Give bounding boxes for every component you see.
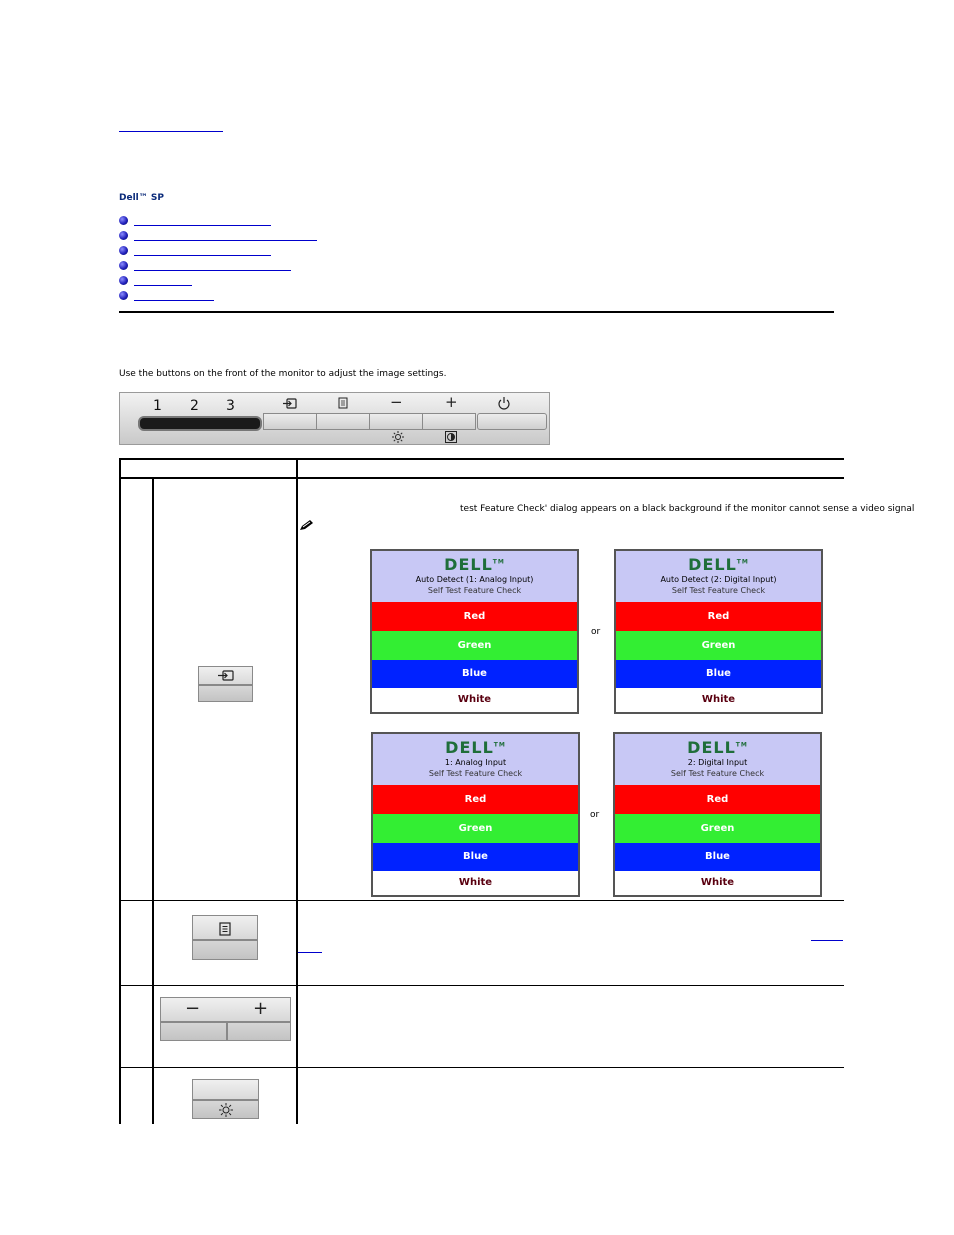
- blue-band: Blue: [616, 660, 821, 688]
- panel-plus-button: [422, 413, 476, 430]
- dell-logo: DELL™: [688, 555, 749, 574]
- front-panel-image: [119, 392, 550, 445]
- bullet-icon: [119, 276, 128, 285]
- menu-doc-link-continued[interactable]: [298, 952, 322, 953]
- input-mode-label: Auto Detect (1: Analog Input): [415, 575, 534, 584]
- feature-check-label: Self Test Feature Check: [670, 769, 765, 778]
- bullet-icon: [119, 216, 128, 225]
- white-band: White: [372, 688, 577, 712]
- input-mode-label: Auto Detect (2: Digital Input): [660, 575, 777, 584]
- blue-band: Blue: [615, 843, 820, 871]
- input-source-button-image: [198, 666, 253, 702]
- panel-input-button: [263, 413, 317, 430]
- or-label: or: [590, 810, 600, 820]
- self-test-note-text: test Feature Check' dialog appears on a black background if the monitor cannot sense a video signal: [460, 504, 915, 514]
- red-band: Red: [373, 785, 578, 814]
- green-band: Green: [615, 814, 820, 843]
- bullet-icon: [119, 246, 128, 255]
- brightness-icon: [392, 431, 404, 443]
- menu-icon: [219, 922, 231, 936]
- table-border: [119, 985, 844, 986]
- section-link-5[interactable]: [119, 276, 339, 290]
- brand-title: Dell™ SP: [119, 193, 164, 203]
- minus-icon: −: [185, 998, 201, 1019]
- green-band: Green: [372, 631, 577, 660]
- green-band: Green: [373, 814, 578, 843]
- table-border: [119, 477, 844, 479]
- green-band: Green: [616, 631, 821, 660]
- dell-logo: DELL™: [444, 555, 505, 574]
- bullet-icon: [119, 261, 128, 270]
- feature-check-label: Self Test Feature Check: [428, 769, 523, 778]
- red-band: Red: [615, 785, 820, 814]
- brightness-icon: [219, 1103, 233, 1117]
- menu-doc-link[interactable]: [811, 940, 843, 941]
- self-test-screen-digital: [613, 732, 822, 897]
- self-test-screen-auto-digital: [614, 549, 823, 714]
- section-link-1[interactable]: [119, 216, 339, 230]
- section-link-6[interactable]: [119, 291, 339, 305]
- white-band: White: [615, 871, 820, 895]
- panel-menu-button: [316, 413, 370, 430]
- self-test-screen-auto-analog: [370, 549, 579, 714]
- preset-2-label: 2: [190, 398, 199, 414]
- feature-check-label: Self Test Feature Check: [671, 586, 766, 595]
- table-border: [119, 458, 121, 1124]
- table-border: [119, 900, 844, 901]
- red-band: Red: [616, 602, 821, 631]
- panel-minus-button: [369, 413, 423, 430]
- note-pencil-icon: [299, 519, 315, 531]
- input-mode-label: 2: Digital Input: [687, 758, 748, 767]
- back-to-contents-link[interactable]: [119, 124, 223, 132]
- blue-band: Blue: [372, 660, 577, 688]
- white-band: White: [373, 871, 578, 895]
- minus-icon: −: [390, 393, 403, 411]
- minus-plus-buttons-image: [160, 997, 291, 1041]
- table-border: [152, 478, 154, 1124]
- menu-button-image: [192, 915, 258, 960]
- brightness-button-image: [192, 1079, 259, 1119]
- table-border: [296, 458, 298, 1124]
- table-border: [119, 458, 844, 460]
- bullet-icon: [119, 291, 128, 300]
- intro-text: Use the buttons on the front of the monitor to adjust the image settings.: [119, 369, 447, 379]
- blue-band: Blue: [373, 843, 578, 871]
- table-border: [119, 1067, 844, 1068]
- dell-logo: DELL™: [445, 738, 506, 757]
- power-icon: [497, 396, 511, 410]
- or-label: or: [591, 627, 601, 637]
- dell-logo: DELL™: [687, 738, 748, 757]
- self-test-screen-analog: [371, 732, 580, 897]
- preset-3-label: 3: [226, 398, 235, 414]
- input-mode-label: 1: Analog Input: [444, 758, 507, 767]
- section-link-3[interactable]: [119, 246, 339, 260]
- preset-1-label: 1: [153, 398, 162, 414]
- input-source-icon: [217, 670, 235, 682]
- plus-icon: +: [445, 393, 458, 411]
- preset-slot: [138, 416, 262, 431]
- menu-icon: [338, 397, 348, 409]
- section-link-4[interactable]: [119, 261, 339, 275]
- section-link-2[interactable]: [119, 231, 339, 245]
- red-band: Red: [372, 602, 577, 631]
- bullet-icon: [119, 231, 128, 240]
- contrast-icon: [445, 431, 457, 443]
- input-source-icon: [282, 398, 298, 410]
- feature-check-label: Self Test Feature Check: [427, 586, 522, 595]
- white-band: White: [616, 688, 821, 712]
- section-divider: [119, 311, 834, 313]
- plus-icon: +: [253, 998, 269, 1019]
- panel-power-button: [477, 413, 547, 430]
